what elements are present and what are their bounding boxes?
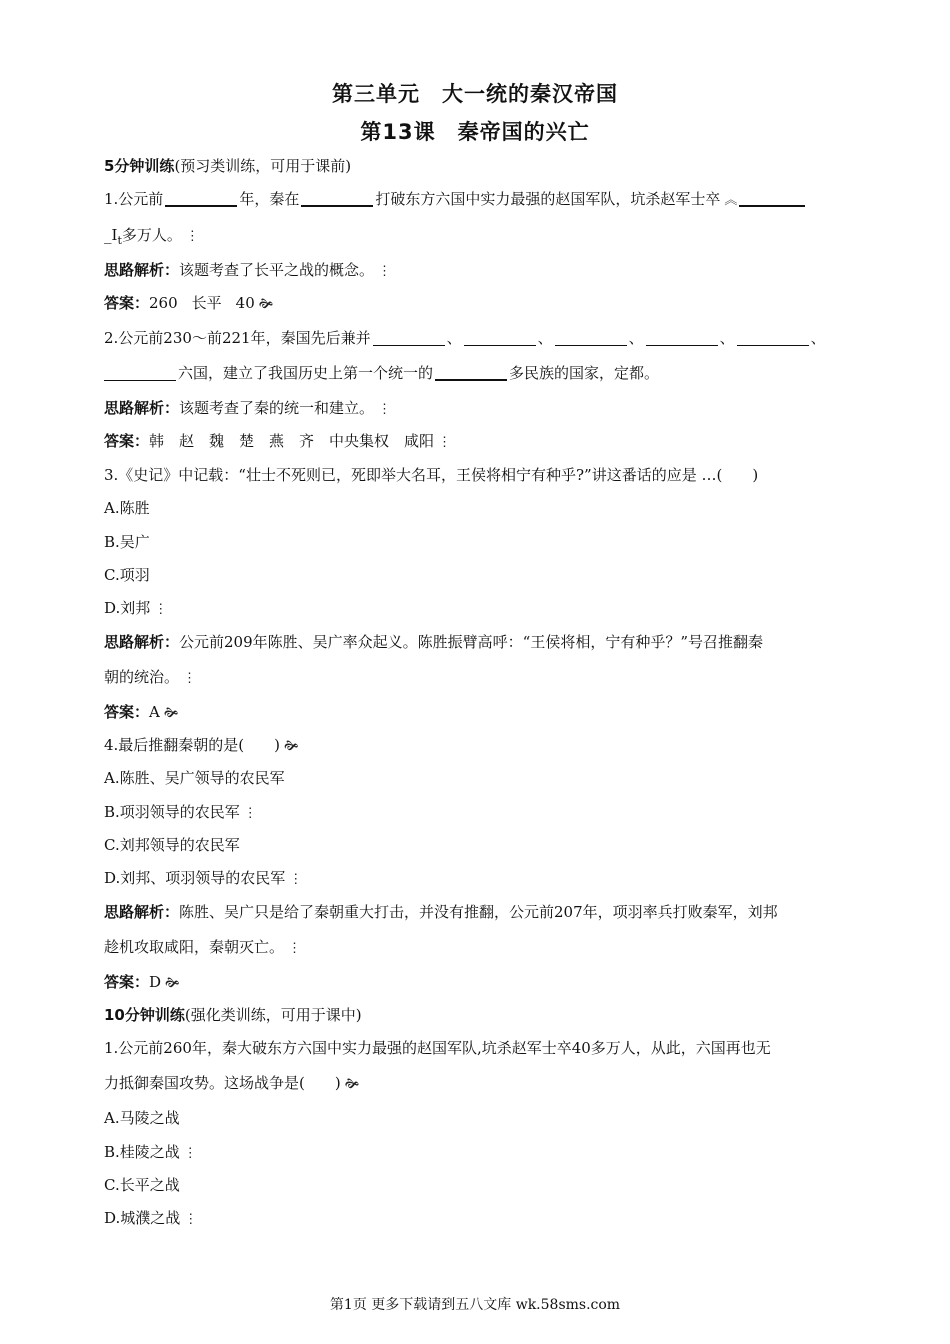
s1-q4-option-b-row — [104, 801, 858, 825]
s1-q1-analysis — [104, 259, 858, 283]
answer-label: 答案： — [104, 294, 150, 312]
colon-mark-icon: ⋮ — [438, 435, 452, 450]
s2-q1-stem: 1.公元前260年，秦大破东方六国中实力最强的赵国军队,坑杀赵军士卒40多万人，从此，六国再也无 — [104, 1039, 771, 1057]
s1-q4-stem: 4.最后推翻秦朝的是( ) — [104, 736, 281, 754]
analysis-text: 该题考查了长平之战的概念。 — [179, 261, 375, 279]
answer-value: 260 — [149, 294, 178, 312]
analysis-text: 该题考查了秦的统一和建立。 — [179, 399, 375, 417]
swirl-mark-icon: 🙞 — [258, 297, 274, 312]
analysis-text: 陈胜、吴广只是给了秦朝重大打击，并没有推翻，公元前207年，项羽率兵打败秦军，刘邦 — [179, 903, 778, 921]
s1-q4-stem-row — [104, 734, 858, 758]
colon-mark-icon: ⋮ — [378, 264, 392, 279]
s1-q4-option-b: B.项羽领导的农民军 — [104, 803, 240, 821]
s2-q1-option-c: C.长平之战 — [104, 1176, 180, 1194]
s2-q1-option-a: A.马陵之战 — [104, 1109, 180, 1127]
s2-q1-stem-cont-row — [104, 1072, 858, 1096]
lt-sub-mark: t — [117, 234, 122, 247]
s2-q1-option-b: B.桂陵之战 — [104, 1143, 180, 1161]
answer-value: D — [149, 973, 162, 991]
analysis-label: 思路解析： — [104, 633, 180, 651]
answer-value: 40 — [235, 294, 255, 312]
s1-q4-answer — [104, 971, 858, 995]
section2-heading — [104, 1004, 858, 1026]
s2-q1-option-b-row — [104, 1141, 858, 1165]
s1-q3-analysis-cont — [104, 666, 858, 690]
colon-mark-icon: ⋮ — [243, 806, 257, 821]
s1-q2-stem — [104, 327, 858, 349]
section1-heading-note: (预习类训练，可用于课前) — [174, 157, 352, 175]
s1-q3-option-c: C.项羽 — [104, 566, 150, 584]
s1-q1-stem — [104, 188, 858, 212]
answer-value: 韩 赵 魏 楚 燕 齐 中央集权 咸阳 — [149, 432, 435, 450]
section1-heading-label: 5分钟训练 — [104, 157, 175, 175]
swirl-mark-icon: 🙞 — [163, 706, 179, 721]
s1-q3-option-b: B.吴广 — [104, 533, 150, 551]
s1-q2-text: 2.公元前230～前221年，秦国先后兼并 — [104, 329, 371, 347]
analysis-text: 趁机攻取咸阳，秦朝灭亡。 — [104, 938, 285, 956]
answer-blank — [555, 329, 627, 346]
s1-q1-stem-cont — [104, 224, 858, 252]
lt-mark-icon: _I — [104, 226, 118, 244]
colon-mark-icon: ⋮ — [289, 872, 303, 887]
s1-q3-stem: 3.《史记》中记载：“壮士不死则已，死即举大名耳，王侯将相宁有种乎?”讲这番话的应是 …( ) — [104, 466, 759, 484]
answer-blank — [373, 329, 445, 346]
analysis-text: 公元前209年陈胜、吴广率众起义。陈胜振臂高呼：“王侯将相，宁有种乎？”号召推翻秦 — [179, 633, 763, 651]
answer-blank — [301, 189, 373, 207]
s1-q2-answer — [104, 430, 858, 454]
s1-q1-text: 年，秦在 — [239, 190, 300, 208]
s1-q1-answer — [104, 292, 858, 316]
analysis-label: 思路解析： — [104, 261, 180, 279]
section2-heading-label: 10分钟训练 — [104, 1006, 185, 1024]
s2-q1-option-d-row — [104, 1207, 858, 1231]
lesson-title: 第13课 秦帝国的兴亡 — [360, 120, 590, 144]
answer-blank — [165, 189, 237, 207]
analysis-label: 思路解析： — [104, 399, 180, 417]
colon-mark-icon: ⋮ — [184, 1212, 198, 1227]
answer-blank — [739, 189, 805, 207]
s1-q4-analysis — [104, 901, 858, 923]
colon-mark-icon: ⋮ — [183, 1146, 197, 1161]
answer-blank — [435, 363, 507, 381]
colon-mark-icon: ⋮ — [288, 941, 302, 956]
answer-value: 长平 — [191, 294, 222, 312]
separator: 、 — [537, 329, 553, 347]
s1-q3-option-d-row — [104, 597, 858, 621]
section2-heading-note: (强化类训练，可用于课中) — [184, 1006, 362, 1024]
answer-blank — [646, 329, 718, 346]
swirl-mark-icon: 🙞 — [165, 976, 180, 991]
colon-mark-icon: ⋮ — [183, 671, 197, 686]
s1-q4-option-d-row — [104, 867, 858, 891]
s1-q1-text: 打破东方六国中实力最强的赵国军队，坑杀赵军士卒 — [375, 190, 721, 208]
s2-q1-stem-cont: 力抵御秦国攻势。这场战争是( ) — [104, 1074, 341, 1092]
swirl-mark-icon: 🙞 — [344, 1077, 360, 1092]
s1-q1-text: 多万人。 — [121, 226, 182, 244]
section1-heading — [104, 155, 858, 177]
colon-mark-icon: ⋮ — [154, 602, 168, 617]
answer-label: 答案： — [104, 703, 150, 721]
s1-q2-analysis — [104, 397, 858, 421]
answer-value: A — [149, 703, 160, 721]
colon-mark-icon: ⋮ — [185, 229, 199, 244]
separator: 、 — [628, 329, 644, 347]
s2-q1-option-d: D.城濮之战 — [104, 1209, 181, 1227]
answer-blank — [737, 329, 809, 346]
s1-q4-analysis-cont — [104, 936, 858, 960]
s1-q1-text: 1.公元前 — [104, 190, 164, 208]
s1-q3-option-a: A.陈胜 — [104, 499, 150, 517]
s1-q4-option-d: D.刘邦、项羽领导的农民军 — [104, 869, 286, 887]
colon-mark-icon: ⋮ — [378, 402, 392, 417]
analysis-text: 朝的统治。 — [104, 668, 180, 686]
s1-q3-option-d: D.刘邦 — [104, 599, 151, 617]
s1-q2-stem-cont — [104, 362, 858, 384]
answer-label: 答案： — [104, 432, 150, 450]
unit-title: 第三单元 大一统的秦汉帝国 — [332, 82, 618, 106]
s1-q3-answer — [104, 701, 858, 725]
answer-blank — [464, 329, 536, 346]
separator: 、 — [810, 329, 826, 347]
page-footer: 第1页 更多下载请到五八文库 wk.58sms.com — [329, 1297, 621, 1313]
caret-mark-icon: ︽ — [724, 193, 738, 208]
analysis-label: 思路解析： — [104, 903, 180, 921]
answer-blank — [104, 364, 176, 381]
s1-q3-analysis — [104, 631, 858, 653]
s1-q2-text: 多民族的国家，定都。 — [509, 364, 660, 382]
separator: 、 — [719, 329, 735, 347]
s1-q4-option-a: A.陈胜、吴广领导的农民军 — [104, 769, 285, 787]
s1-q2-text: 六国，建立了我国历史上第一个统一的 — [178, 364, 434, 382]
separator: 、 — [446, 329, 462, 347]
swirl-mark-icon: 🙞 — [284, 739, 299, 754]
s1-q4-option-c: C.刘邦领导的农民军 — [104, 836, 240, 854]
answer-label: 答案： — [104, 973, 150, 991]
